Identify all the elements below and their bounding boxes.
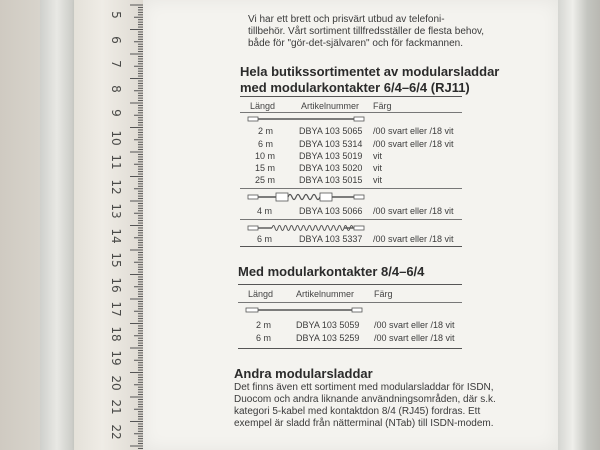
col-length: Längd [248,289,274,299]
ruler-number: 11 [109,154,123,170]
row-color: vit [373,175,382,185]
ruler-number: 21 [109,399,123,415]
ruler-number: 9 [109,109,123,117]
table-row [238,333,462,344]
table-row [240,175,462,186]
table-row [240,206,462,217]
ruler-number: 12 [109,178,123,195]
body-line: Det finns även ett sortiment med modularsladdar för ISDN, [234,382,494,393]
cable-spiral-icon [246,221,366,235]
ruler-number: 16 [109,276,123,293]
row-length: 2 m [256,320,272,330]
section2-bottom-rule [238,348,462,349]
col-length: Längd [250,101,276,111]
table-row [240,163,462,174]
ruler-number: 13 [109,203,123,219]
section1-bottom-rule [240,246,462,247]
section3-title: Andra modularsladdar [234,366,373,381]
tabletop [0,0,40,450]
section2-top-rule [238,284,462,285]
row-length: 10 m [255,151,276,161]
ruler-number: 10 [109,129,123,146]
cable-straight-icon [246,114,366,124]
row-article: DBYA 103 5059 [296,320,360,330]
row-color: vit [373,163,382,173]
row-article: DBYA 103 5337 [299,234,363,244]
row-article: DBYA 103 5020 [299,163,363,173]
row-article: DBYA 103 5015 [299,175,363,185]
body-line: kategori 5-kabel med kontaktdon 8/4 (RJ45) fordras. Ett [234,406,481,417]
section2-header-rule [238,302,462,303]
cable-straight-icon [244,305,364,315]
row-length: 6 m [256,333,272,343]
row-color: /00 svart eller /18 vit [373,234,454,244]
ruler-number: 19 [109,350,123,366]
row-length: 15 m [255,163,276,173]
row-article: DBYA 103 5259 [296,333,360,343]
section1-title-line: med modularkontakter 6/4–6/4 (RJ11) [240,80,470,95]
row-divider [240,188,462,189]
ruler-number: 18 [109,325,123,342]
row-length: 6 m [258,139,274,149]
col-article: Artikelnummer [301,101,360,111]
table-row [240,151,462,162]
body-line: Duocom och andra liknande användningsområden, där s.k. [234,394,496,405]
ruler-number: 20 [109,374,123,391]
row-color: /00 svart eller /18 vit [373,126,454,136]
ruler-number: 8 [109,84,123,93]
acrylic-holder-left [40,0,74,450]
row-length: 2 m [258,126,274,136]
row-color: /00 svart eller /18 vit [373,206,454,216]
table-row [240,126,462,137]
table-row [238,320,462,331]
row-article: DBYA 103 5314 [299,139,363,149]
ruler-number: 22 [109,423,123,440]
table-row [240,139,462,150]
row-length: 4 m [257,206,273,216]
ruler-number: 5 [109,11,123,19]
row-article: DBYA 103 5019 [299,151,363,161]
table-row [240,234,462,245]
section1-top-rule [240,96,462,97]
ruler [74,0,146,450]
section1-header-rule [240,112,462,113]
intro-text [248,14,484,50]
row-color: vit [373,151,382,161]
intro-line: tillbehör. Vårt sortiment tillfredsställer de flesta behov, [248,26,485,37]
section3-body [234,382,496,430]
col-article: Artikelnummer [296,289,355,299]
row-length: 25 m [255,175,276,185]
body-line: exempel är sladd från nätterminal (NTab) till ISDN-modem. [234,418,494,429]
row-article: DBYA 103 5065 [299,126,363,136]
acrylic-holder-right [558,0,600,450]
ruler-number: 17 [109,301,123,317]
ruler-number: 15 [109,252,123,268]
row-article: DBYA 103 5066 [299,206,363,216]
col-color: Färg [374,289,393,299]
row-color: /00 svart eller /18 vit [374,333,455,343]
ruler-number: 7 [109,60,123,68]
section1-title-line: Hela butikssortimentet av modularsladdar [240,64,500,79]
row-color: /00 svart eller /18 vit [373,139,454,149]
ruler-number: 6 [109,35,123,44]
intro-line: Vi har ett brett och prisvärt utbud av telefoni- [248,14,445,25]
row-divider [240,219,462,220]
row-color: /00 svart eller /18 vit [374,320,455,330]
ruler-number: 14 [109,227,123,244]
row-length: 6 m [257,234,273,244]
section2-title: Med modularkontakter 8/4–6/4 [238,264,425,279]
col-color: Färg [373,101,392,111]
cable-coiled-icon [246,190,366,204]
intro-line: både för "gör-det-självaren" och för fackmannen. [248,38,463,49]
